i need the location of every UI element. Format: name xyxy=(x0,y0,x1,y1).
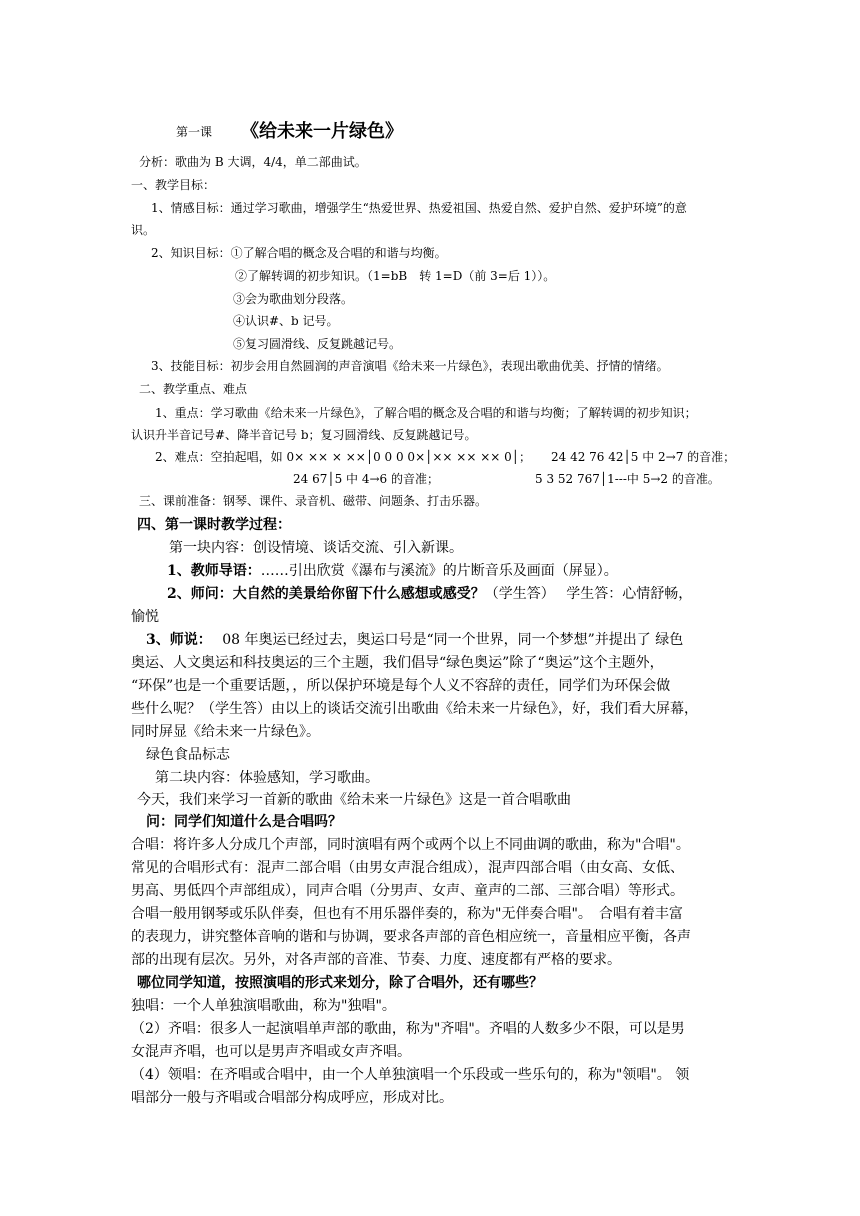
chorus-line5: 的表现力，讲究整体音响的谐和与协调，要求各声部的音色相应统一，音量相应平衡，各声 xyxy=(131,929,691,945)
goal-skill: 3、技能目标：初步会用自然圆润的声音演唱《给未来一片绿色》，表现出歌曲优美、抒情的情绪。 xyxy=(151,359,669,373)
lead-line1: （4）领唱：在齐唱或合唱中，由一个人单独演唱一个乐段或一些乐句的，称为"领唱"。 领 xyxy=(131,1067,690,1083)
chorus-line1: 合唱：将许多人分成几个声部，同时演唱有两个或两个以上不同曲调的歌曲，称为"合唱"。 xyxy=(131,837,690,853)
goal-knowledge-line3: ③会为歌曲划分段落。 xyxy=(233,292,354,306)
focus-key-line2: 认识升半音记号#、降半音记号 b；复习圆滑线、反复跳越记号。 xyxy=(131,428,477,442)
teacher-says-line3: “环保”也是一个重要话题，，所以保护环境是每个人义不容辞的责任，同学们为环保会做 xyxy=(131,678,671,694)
chorus-line3: 男高、男低四个声部组成），同声合唱（分男声、女声、童声的二部、三部合唱）等形式。 xyxy=(131,883,684,899)
teacher-intro-text: ……引出欣赏《瀑布与溪流》的片断音乐及画面（屏显）。 xyxy=(260,563,618,579)
goal-emotion-line1: 1、情感目标：通过学习歌曲，增强学生“热爱世界、热爱祖国、热爱自然、爱护自然、爱护环境”的意 xyxy=(151,201,687,215)
focus-difficulty-line1a: 2、难点：空拍起唱，如 0× ×× × ××│0 0 0 0×│×× ×× ×× 0│； xyxy=(155,450,531,464)
teacher-says-label: 3、师说： xyxy=(146,632,212,648)
goal-knowledge-line2: ②了解转调的初步知识。（1=bB 转 1=D（前 3=后 1））。 xyxy=(235,269,556,283)
focus-heading: 二、教学重点、难点 xyxy=(139,382,248,396)
focus-difficulty-line2b: 5 3 52 767│1---中 5→2 的音准。 xyxy=(535,472,720,486)
teacher-question-cont: 愉悦 xyxy=(131,609,159,625)
teacher-says-line5: 同时屏显《给未来一片绿色》。 xyxy=(131,724,320,740)
forms-question: 哪位同学知道，按照演唱的形式来划分，除了合唱外，还有哪些？ xyxy=(137,975,543,991)
goal-emotion-line2: 识。 xyxy=(131,223,156,237)
focus-difficulty-line1b: 24 42 76 42│5 中 2→7 的音准； xyxy=(551,450,736,464)
analysis-text: 分析：歌曲为 B 大调，4/4，单二部曲试。 xyxy=(139,155,367,169)
lesson-number: 第一课 xyxy=(176,125,213,139)
teacher-says-line1 xyxy=(146,629,683,649)
chorus-line4: 合唱一般用钢琴或乐队伴奏，但也有不用乐器伴奏的，称为"无伴奏合唱"。 合唱有着丰富 xyxy=(131,906,683,922)
teacher-question xyxy=(167,583,692,603)
chorus-line6: 部的出现有层次。另外，对各声部的音准、节奏、力度、速度都有严格的要求。 xyxy=(131,952,621,968)
preparation-text: 三、课前准备：钢琴、课件、录音机、磁带、问题条、打击乐器。 xyxy=(139,494,488,508)
unison-line2: 女混声齐唱，也可以是男声齐唱或女声齐唱。 xyxy=(131,1044,411,1060)
goals-heading: 一、教学目标： xyxy=(131,178,216,192)
teacher-says-line2: 奥运、人文奥运和科技奥运的三个主题，我们倡导“绿色奥运”除了“奥运”这个主题外， xyxy=(131,655,664,671)
solo-definition: 独唱：一个人单独演唱歌曲，称为"独唱"。 xyxy=(131,998,396,1014)
goal-knowledge-line4: ④认识#、b 记号。 xyxy=(233,314,339,328)
chorus-line2: 常见的合唱形式有：混声二部合唱（由男女声混合组成），混声四部合唱（由女高、女低、 xyxy=(131,860,684,876)
process-heading: 四、第一课时教学过程： xyxy=(137,517,291,533)
focus-key-line1: 1、重点：学习歌曲《给未来一片绿色》，了解合唱的概念及合唱的和谐与均衡；了解转调的初步知识； xyxy=(155,406,697,420)
goal-knowledge-line5: ⑤复习圆滑线、反复跳越记号。 xyxy=(233,337,402,351)
teacher-intro-label: 1、教师导语： xyxy=(167,563,261,579)
today-text: 今天，我们来学习一首新的歌曲《给未来一片绿色》这是一首合唱歌曲 xyxy=(137,792,571,808)
green-food-caption: 绿色食品标志 xyxy=(146,747,230,763)
teacher-question-text: （学生答） 学生答：心情舒畅， xyxy=(484,586,693,602)
teacher-question-label: 2、师问：大自然的美景给你留下什么感想或感受？ xyxy=(167,586,485,602)
focus-difficulty-line2a: 24 67│5 中 4→6 的音准； xyxy=(293,472,439,486)
block2-text: 第二块内容：体验感知，学习歌曲。 xyxy=(155,770,379,786)
chorus-question: 问：同学们知道什么是合唱吗？ xyxy=(146,814,342,830)
teacher-says-text: 08 年奥运已经过去，奥运口号是“同一个世界，同一个梦想”并提出了 绿色 xyxy=(222,632,684,648)
lead-line2: 唱部分一般与齐唱或合唱部分构成呼应，形成对比。 xyxy=(131,1090,453,1106)
goal-knowledge-line1: 2、知识目标：①了解合唱的概念及合唱的和谐与均衡。 xyxy=(151,246,447,260)
lesson-title: 《给未来一片绿色》 xyxy=(241,121,403,142)
teacher-intro xyxy=(167,560,618,580)
teacher-says-line4: 些什么呢？（学生答）由以上的谈话交流引出歌曲《给未来一片绿色》，好，我们看大屏幕， xyxy=(131,701,698,717)
block1-text: 第一块内容：创设情境、谈话交流、引入新课。 xyxy=(169,540,463,556)
unison-line1: （2）齐唱：很多人一起演唱单声部的歌曲，称为"齐唱"。齐唱的人数多少不限，可以是男 xyxy=(131,1021,685,1037)
